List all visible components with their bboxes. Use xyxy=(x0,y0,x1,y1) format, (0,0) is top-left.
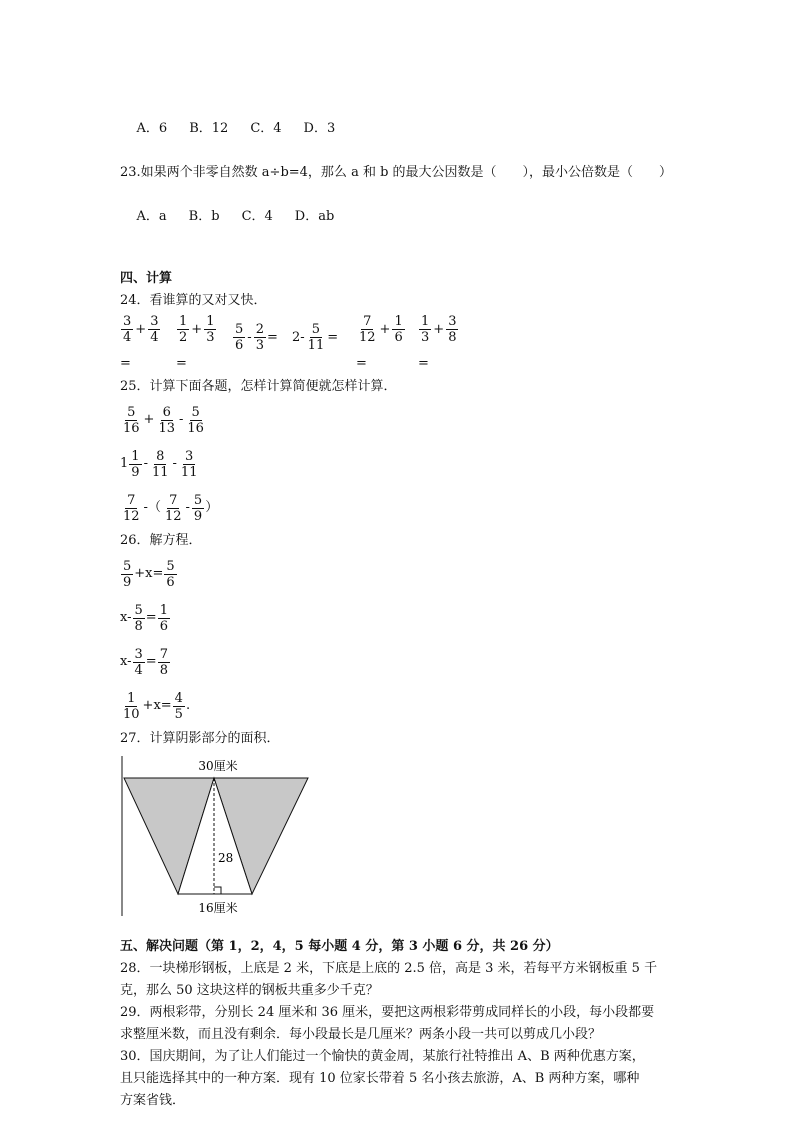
bottom-label: 16厘米 xyxy=(198,901,238,915)
q23-text: 23.如果两个非零自然数 a÷b=4，那么 a 和 b 的最大公因数是（ ），最小公倍数是（ ） xyxy=(120,165,673,180)
q24-expr-5: $\frac{7}{12}$ + $\frac{1}{6}$ xyxy=(359,314,403,345)
q26-text: 26．解方程． xyxy=(120,533,202,548)
q24-expr-2: $\frac{1}{2}$ + $\frac{1}{3}$ xyxy=(179,314,215,345)
q26-eq-2: x- $\frac{5}{8}$ = $\frac{1}{6}$ xyxy=(120,602,168,634)
q30-text: 30．国庆期间，为了让人们能过一个愉快的黄金周，某旅行社特推出 A、B 两种优惠方案， 且只能选择其中的一种方案．现有 10 位家长带着 5 名小孩去旅游，A、B 两种方案，哪种 方案省钱． xyxy=(120,1049,645,1108)
exam-page xyxy=(120,96,720,1112)
trapezoid-diagram xyxy=(120,752,320,920)
option-a: A．6 xyxy=(136,121,168,136)
top-label: 30厘米 xyxy=(198,759,238,773)
option-a: A．a xyxy=(136,209,167,224)
q24-expressions xyxy=(120,312,720,362)
trapezoid-figure xyxy=(120,752,720,924)
option-b: B．12 xyxy=(189,121,229,136)
q24-expr-1: $\frac{3}{4}$ + $\frac{3}{4}$ xyxy=(123,314,159,345)
q25-text: 25．计算下面各题，怎样计算简便就怎样计算． xyxy=(120,379,397,394)
q24-expr-3: $\frac{5}{6}$ - $\frac{2}{3}$ = xyxy=(235,322,278,353)
q25-expr-1: $\frac{5}{16}$ + $\frac{6}{13}$ - $\frac{5}{16}$ xyxy=(123,404,204,436)
q26-eq-3: x- $\frac{3}{4}$ = $\frac{7}{8}$ xyxy=(120,646,168,678)
q26-eq-4: $\frac{1}{10}$ +x= $\frac{4}{5}$ . xyxy=(123,690,191,722)
q22-options xyxy=(120,96,720,162)
equals-sign: = xyxy=(356,356,367,371)
option-c: C．4 xyxy=(250,121,282,136)
section4-title: 四、计算 xyxy=(120,271,173,286)
equals-sign: = xyxy=(120,356,131,371)
q24-expr-6: $\frac{1}{3}$ + $\frac{3}{8}$ xyxy=(421,314,457,345)
q29-text: 29．两根彩带，分别长 24 厘米和 36 厘米，要把这两根彩带剪成同样长的小段，每小段都要 求整厘米数，而且没有剩余．每小段最长是几厘米？两条小段一共可以剪成几小段？ xyxy=(120,1005,655,1042)
equals-sign: = xyxy=(176,356,187,371)
q24-equals-row xyxy=(120,356,720,376)
q28-text: 28．一块梯形钢板，上底是 2 米，下底是上底的 2.5 倍，高是 3 米，若每平方米钢板重 5 千 克，那么 50 这块这样的钢板共重多少千克？ xyxy=(120,961,658,998)
q26-eq-1: $\frac{5}{9}$ +x= $\frac{5}{6}$ xyxy=(123,558,175,590)
option-d: D．3 xyxy=(303,121,336,136)
option-b: B．b xyxy=(188,209,220,224)
equals-sign: = xyxy=(418,356,429,371)
q27-text: 27．计算阴影部分的面积． xyxy=(120,731,280,746)
q24-text: 24．看谁算的又对又快． xyxy=(120,293,267,308)
section5-title: 五、解决问题（第 1，2，4，5 每小题 4 分，第 3 小题 6 分，共 26 分） xyxy=(120,939,559,954)
option-c: C．4 xyxy=(241,209,273,224)
option-d: D．ab xyxy=(294,209,335,224)
height-label: 28 xyxy=(218,851,234,865)
q25-expr-2: 1 $\frac{1}{9}$ - $\frac{8}{11}$ - $\frac{3}{11}$ xyxy=(120,448,198,480)
q23-options xyxy=(120,184,720,250)
q24-expr-4: 2- $\frac{5}{11}$ = xyxy=(292,322,339,353)
q25-expr-3: $\frac{7}{12}$ -（ $\frac{7}{12}$ - $\frac{5}{9}$ ） xyxy=(123,492,219,524)
